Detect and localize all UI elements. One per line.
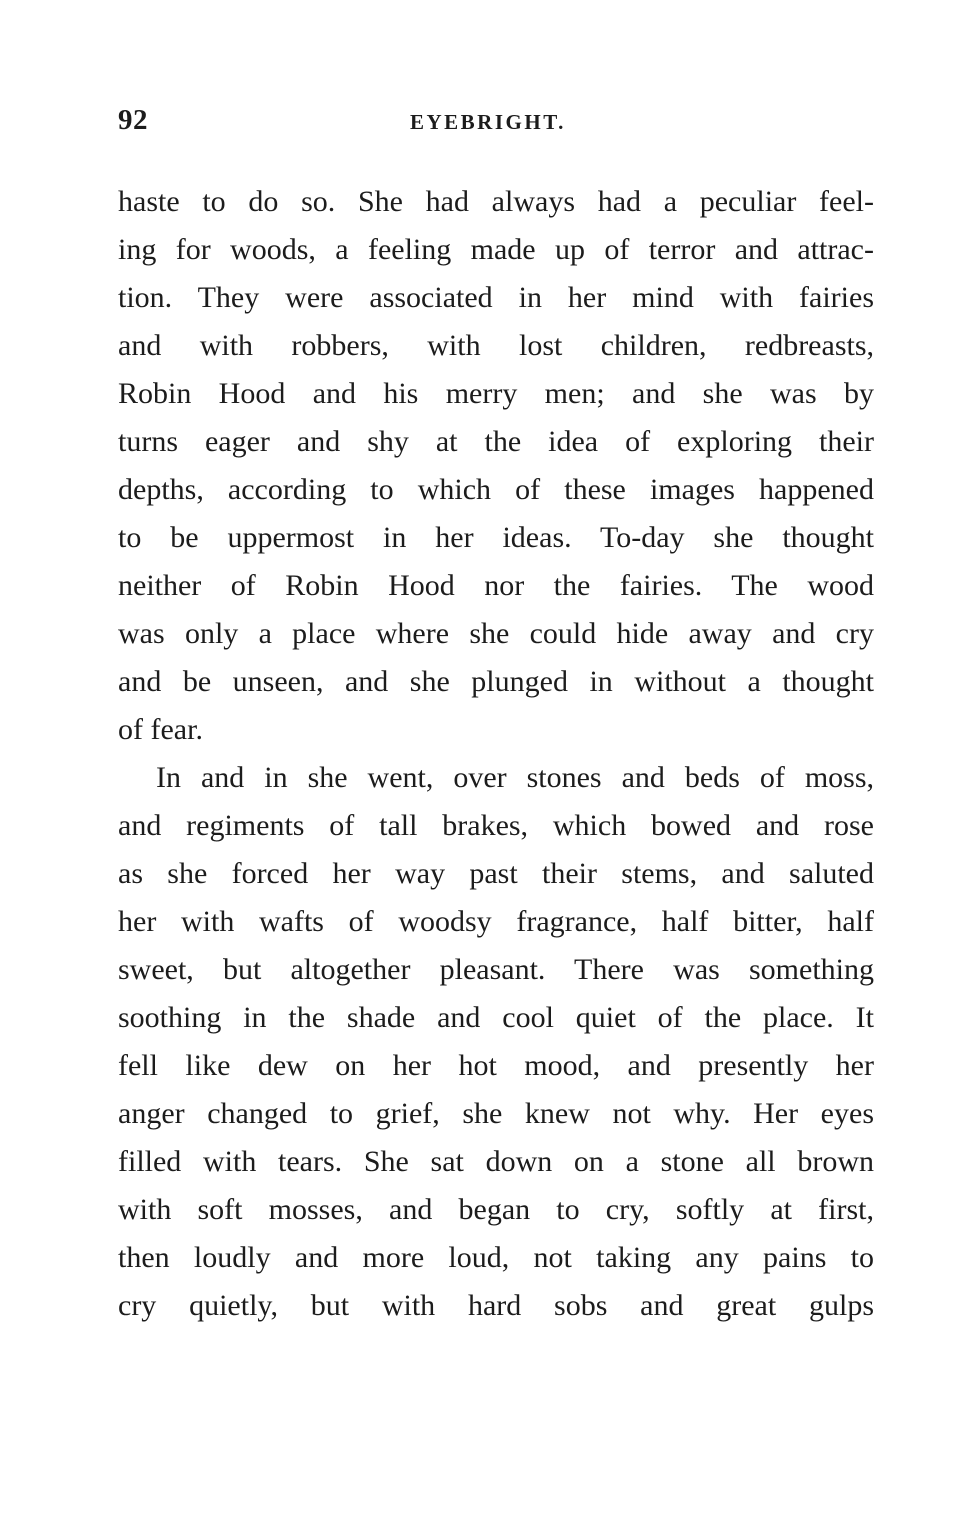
text-line: tion. They were associated in her mind with fairies bbox=[118, 281, 874, 314]
text-line: with soft mosses, and began to cry, softly at first, bbox=[118, 1193, 874, 1226]
text-line: sweet, but altogether pleasant. There was something bbox=[118, 953, 874, 986]
paragraph bbox=[118, 754, 874, 1330]
text-line: cry quietly, but with hard sobs and great gulps bbox=[118, 1289, 874, 1322]
text-line: ing for woods, a feeling made up of terror and attrac- bbox=[118, 233, 874, 266]
text-line: then loudly and more loud, not taking any pains to bbox=[118, 1241, 874, 1274]
text-line: was only a place where she could hide away and cry bbox=[118, 617, 874, 650]
running-title: EYEBRIGHT. bbox=[410, 110, 566, 134]
text-line: neither of Robin Hood nor the fairies. The wood bbox=[118, 569, 874, 602]
text-line: and with robbers, with lost children, redbreasts, bbox=[118, 329, 874, 362]
text-line: as she forced her way past their stems, and saluted bbox=[118, 857, 874, 890]
paragraph bbox=[118, 178, 874, 754]
text-line: Robin Hood and his merry men; and she was by bbox=[118, 377, 874, 410]
text-line: filled with tears. She sat down on a stone all brown bbox=[118, 1145, 874, 1178]
text-line: and regiments of tall brakes, which bowed and rose bbox=[118, 809, 874, 842]
text-line: In and in she went, over stones and beds of moss, bbox=[156, 761, 874, 794]
text-line: turns eager and shy at the idea of exploring their bbox=[118, 425, 874, 458]
text-line: to be uppermost in her ideas. To-day she thought bbox=[118, 521, 874, 554]
text-line: of fear. bbox=[118, 713, 203, 746]
text-line: fell like dew on her hot mood, and presently her bbox=[118, 1049, 874, 1082]
text-line: and be unseen, and she plunged in without a thought bbox=[118, 665, 874, 698]
body-text bbox=[118, 178, 874, 1330]
text-line: haste to do so. She had always had a peculiar feel- bbox=[118, 185, 874, 218]
running-head bbox=[118, 104, 874, 144]
page-number: 92 bbox=[118, 104, 148, 136]
text-line: soothing in the shade and cool quiet of the place. It bbox=[118, 1001, 874, 1034]
text-line: her with wafts of woodsy fragrance, half bitter, half bbox=[118, 905, 874, 938]
text-line: anger changed to grief, she knew not why. Her eyes bbox=[118, 1097, 874, 1130]
text-line: depths, according to which of these images happened bbox=[118, 473, 874, 506]
